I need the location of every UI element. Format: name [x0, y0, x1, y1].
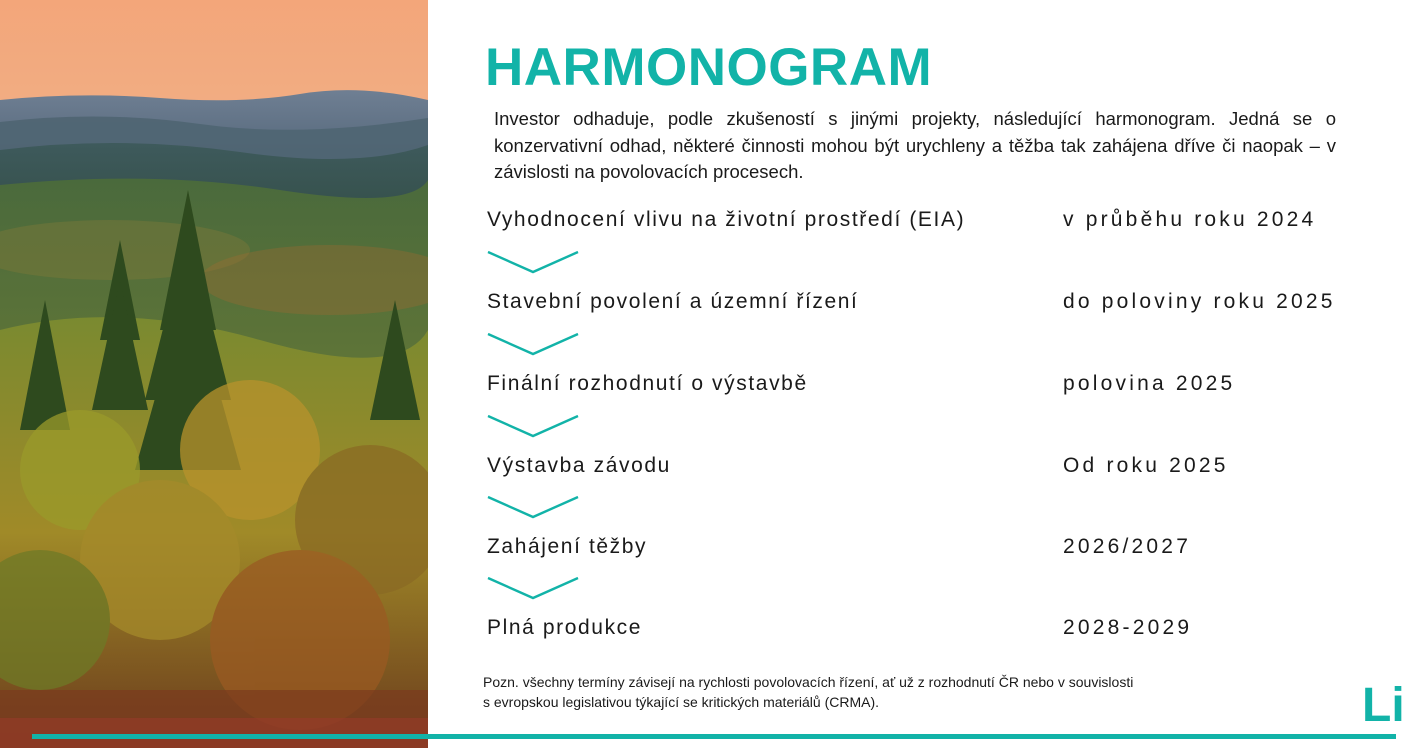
landscape-photo: [0, 0, 428, 748]
step-label: Stavební povolení a územní řízení: [487, 290, 859, 313]
step-label: Zahájení těžby: [487, 535, 648, 558]
step-date: v průběhu roku 2024: [1063, 208, 1317, 231]
page-title: HARMONOGRAM: [485, 38, 933, 97]
step-date: polovina 2025: [1063, 372, 1236, 395]
step-label: Výstavba závodu: [487, 454, 671, 477]
step-date: Od roku 2025: [1063, 454, 1229, 477]
chevron-down-icon: [486, 413, 580, 439]
footnote: [483, 672, 1243, 712]
chevron-down-icon: [486, 331, 580, 357]
company-logo: Li: [1362, 679, 1405, 732]
intro-paragraph: Investor odhaduje, podle zkušeností s jinými projekty, následující harmonogram. Jedná se o konzervativní odhad, některé činnosti mohou být urychleny a těžba tak zahájena dříve či naopak – v závislosti na povolovacích procesech.: [494, 108, 1336, 182]
step-label: Finální rozhodnutí o výstavbě: [487, 372, 808, 395]
chevron-down-icon: [486, 249, 580, 275]
step-label: Plná produkce: [487, 616, 643, 639]
bottom-divider: [32, 734, 1396, 739]
step-date: 2026/2027: [1063, 535, 1192, 558]
chevron-down-icon: [486, 575, 580, 601]
step-label: Vyhodnocení vlivu na životní prostředí (EIA): [487, 208, 966, 231]
chevron-down-icon: [486, 494, 580, 520]
step-date: 2028-2029: [1063, 616, 1193, 639]
footnote-line: Pozn. všechny termíny závisejí na rychlosti povolovacích řízení, ať už z rozhodnutí ČR nebo v souvislosti: [483, 674, 1134, 690]
footnote-line: s evropskou legislativou týkající se kritických materiálů (CRMA).: [483, 694, 880, 710]
step-date: do poloviny roku 2025: [1063, 290, 1336, 313]
